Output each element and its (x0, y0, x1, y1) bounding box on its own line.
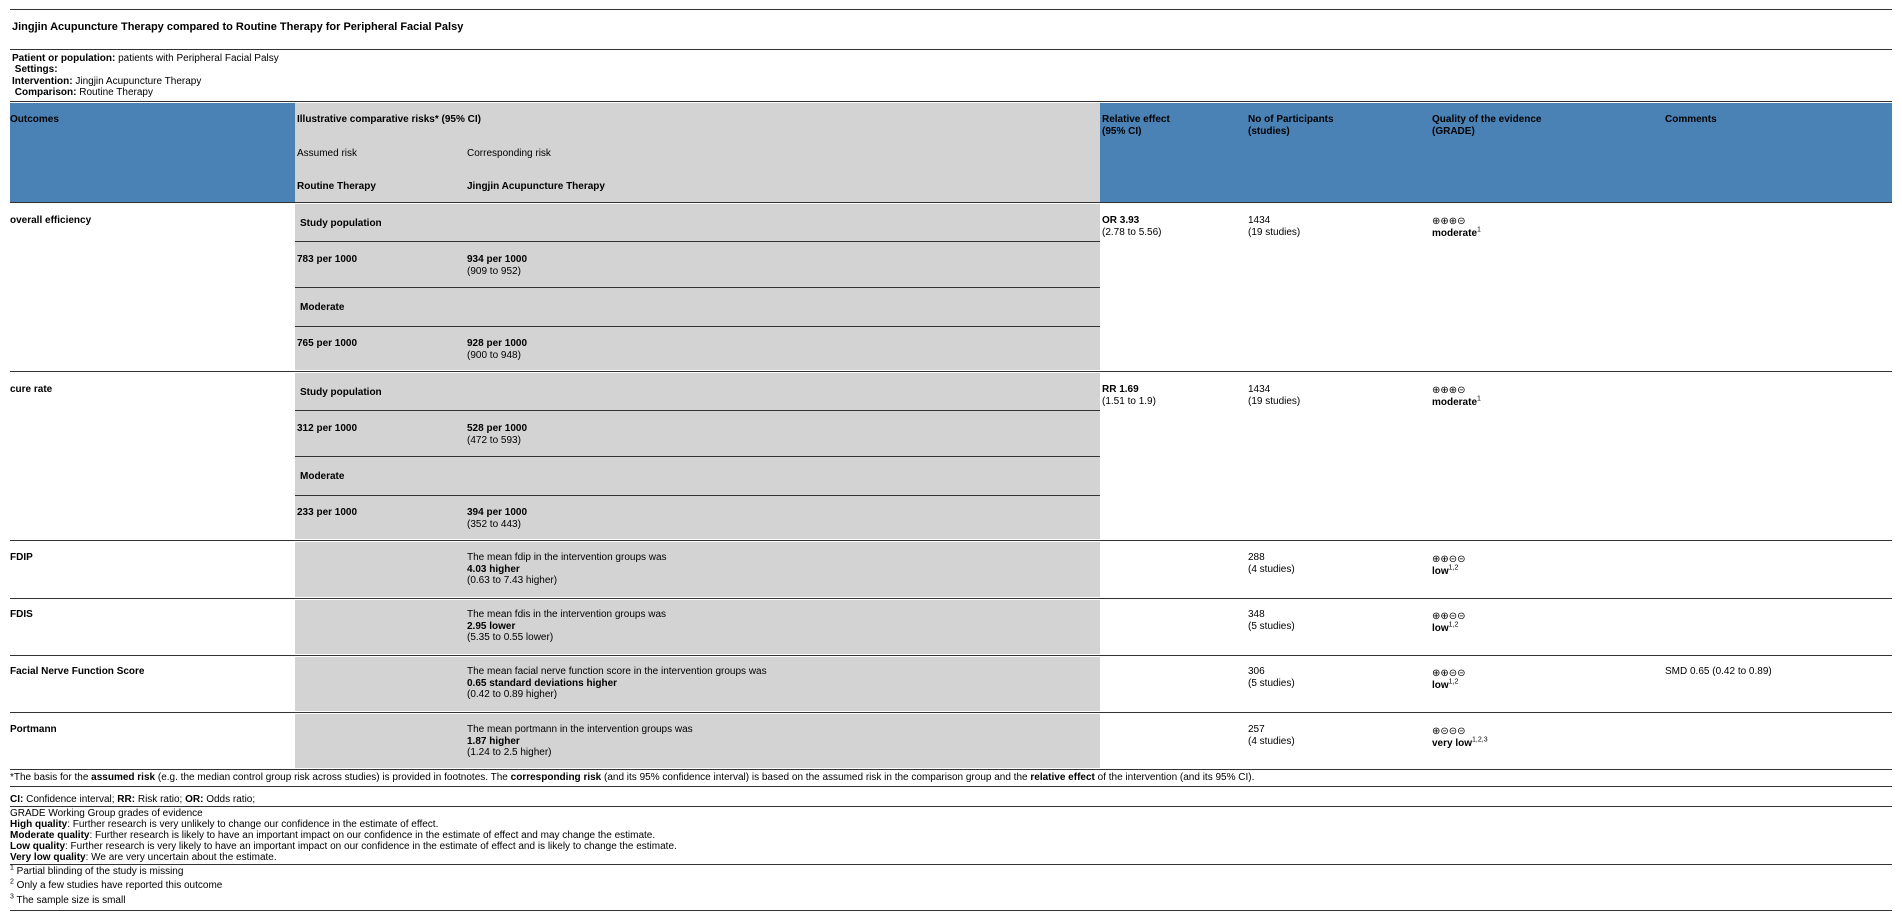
portmann-corresponding: The mean portmann in the intervention groups was 1.87 higher (1.24 to 2.5 higher) (467, 724, 693, 758)
overall-participants: 1434 (19 studies) (1248, 215, 1301, 238)
row-rule (10, 712, 1892, 713)
fdis-risk-block (295, 600, 1100, 654)
bottom-rule (10, 910, 1892, 911)
grade-very-low: Very low quality: We are very uncertain about the estimate. (10, 852, 277, 863)
fdip-risk-block (295, 542, 1100, 597)
population-line: Patient or population: patients with Peripheral Facial Palsy (12, 53, 279, 64)
header-quality: Quality of the evidence (GRADE) (1432, 114, 1542, 137)
portmann-quality: ⊕⊝⊝⊝ very low$^{1,2,3}$ (1432, 726, 1488, 749)
grade-symbols: ⊕⊕⊝⊝ (1432, 554, 1466, 565)
header-outcomes: Outcomes (10, 114, 59, 125)
row-rule (10, 598, 1892, 599)
overall-quality: ⊕⊕⊕⊝ moderate$^1$ (1432, 216, 1481, 239)
footnote-abbreviations: CI: Confidence interval; RR: Risk ratio; OR: Odds ratio; (10, 794, 256, 805)
grade-low: Low quality: Further research is very likely to have an important impact on our confidence in the estimate of effect and is likely to change the estimate. (10, 841, 677, 852)
grade-symbols: ⊕⊕⊝⊝ (1432, 611, 1466, 622)
header-assumed-risk: Assumed risk (297, 148, 358, 159)
settings-line: Settings: (14, 64, 58, 75)
intervention-line: Intervention: Jingjin Acupuncture Therapy (12, 76, 202, 87)
cure-participants: 1434 (19 studies) (1248, 384, 1301, 407)
cure-mod-corresponding: 394 per 1000 (352 to 443) (467, 507, 528, 530)
footnote-3: $^3$ The sample size is small (10, 893, 126, 906)
footnote-2: $^2$ Only a few studies have reported this outcome (10, 878, 223, 891)
grade-symbols: ⊕⊕⊕⊝ (1432, 385, 1466, 396)
fdis-participants: 348 (5 studies) (1248, 609, 1295, 632)
row-rule (10, 769, 1892, 770)
grade-symbols: ⊕⊝⊝⊝ (1432, 726, 1466, 737)
row-rule (10, 540, 1892, 541)
header-comments: Comments (1665, 114, 1717, 125)
cure-sp-corresponding: 528 per 1000 (472 to 593) (467, 423, 528, 446)
overall-sp-assumed: 783 per 1000 (297, 254, 358, 265)
grade-moderate: Moderate quality: Further research is likely to have an important impact on our confidence in the estimate of effect and may change the estimate. (10, 830, 656, 841)
footnote-basis: *The basis for the assumed risk (e.g. the median control group risk across studies) is provided in footnotes. The corresponding risk (and its 95% confidence interval) is based on the assumed risk in the comparison group and the relative effect of the intervention (and its 95% CI). (10, 772, 1255, 783)
fdip-participants: 288 (4 studies) (1248, 552, 1295, 575)
grade-high: High quality: Further research is very unlikely to change our confidence in the estimate of effect. (10, 819, 439, 830)
row-rule (10, 655, 1892, 656)
facial-quality: ⊕⊕⊝⊝ low$^{1,2}$ (1432, 668, 1466, 691)
grade-symbols: ⊕⊕⊝⊝ (1432, 668, 1466, 679)
outcome-facial-nerve: Facial Nerve Function Score (10, 666, 145, 677)
grade-title: GRADE Working Group grades of evidence (10, 808, 203, 819)
cure-mod-assumed: 233 per 1000 (297, 507, 358, 518)
header-routine: Routine Therapy (297, 181, 376, 192)
header-bottom-rule (10, 202, 1892, 203)
overall-relative-effect: OR 3.93 (2.78 to 5.56) (1102, 215, 1162, 238)
row-rule (10, 371, 1892, 372)
footnote-1: $^1$ Partial blinding of the study is missing (10, 864, 184, 877)
facial-participants: 306 (5 studies) (1248, 666, 1295, 689)
cure-moderate-label: Moderate (300, 471, 345, 482)
cure-sp-assumed: 312 per 1000 (297, 423, 358, 434)
header-jingjin: Jingjin Acupuncture Therapy (467, 181, 605, 192)
cure-study-population-label: Study population (300, 387, 382, 398)
overall-mod-assumed: 765 per 1000 (297, 338, 358, 349)
cure-relative-effect: RR 1.69 (1.51 to 1.9) (1102, 384, 1156, 407)
fdip-corresponding: The mean fdip in the intervention groups was 4.03 higher (0.63 to 7.43 higher) (467, 552, 667, 586)
portmann-risk-block (295, 714, 1100, 768)
overall-study-population-label: Study population (300, 218, 382, 229)
overall-moderate-label: Moderate (300, 302, 345, 313)
title-rule (10, 49, 1892, 50)
top-rule (10, 9, 1892, 10)
outcome-portmann: Portmann (10, 724, 57, 735)
outcome-cure-rate: cure rate (10, 384, 53, 395)
outcome-fdip: FDIP (10, 552, 33, 563)
facial-corresponding: The mean facial nerve function score in the intervention groups was 0.65 standard deviations higher (0.42 to 0.89 higher) (467, 666, 767, 700)
outcome-fdis: FDIS (10, 609, 33, 620)
header-relative-effect: Relative effect (95% CI) (1102, 114, 1170, 137)
comparison-line: Comparison: Routine Therapy (14, 87, 153, 98)
grade-symbols: ⊕⊕⊕⊝ (1432, 216, 1466, 227)
overall-sp-corresponding: 934 per 1000 (909 to 952) (467, 254, 528, 277)
portmann-participants: 257 (4 studies) (1248, 724, 1295, 747)
fdis-quality: ⊕⊕⊝⊝ low$^{1,2}$ (1432, 611, 1466, 634)
fdis-corresponding: The mean fdis in the intervention groups was 2.95 lower (5.35 to 0.55 lower) (467, 609, 666, 643)
header-participants: No of Participants (studies) (1248, 114, 1334, 137)
overall-mod-corresponding: 928 per 1000 (900 to 948) (467, 338, 528, 361)
header-illustrative: Illustrative comparative risks* (95% CI) (297, 114, 481, 125)
cure-quality: ⊕⊕⊕⊝ moderate$^1$ (1432, 385, 1481, 408)
facial-comment: SMD 0.65 (0.42 to 0.89) (1665, 666, 1772, 677)
table-title: Jingjin Acupuncture Therapy compared to Routine Therapy for Peripheral Facial Palsy (12, 21, 464, 33)
header-top-rule (10, 101, 1892, 102)
header-corresponding-risk: Corresponding risk (467, 148, 551, 159)
outcome-overall-efficiency: overall efficiency (10, 215, 92, 226)
fdip-quality: ⊕⊕⊝⊝ low$^{1,2}$ (1432, 554, 1466, 577)
